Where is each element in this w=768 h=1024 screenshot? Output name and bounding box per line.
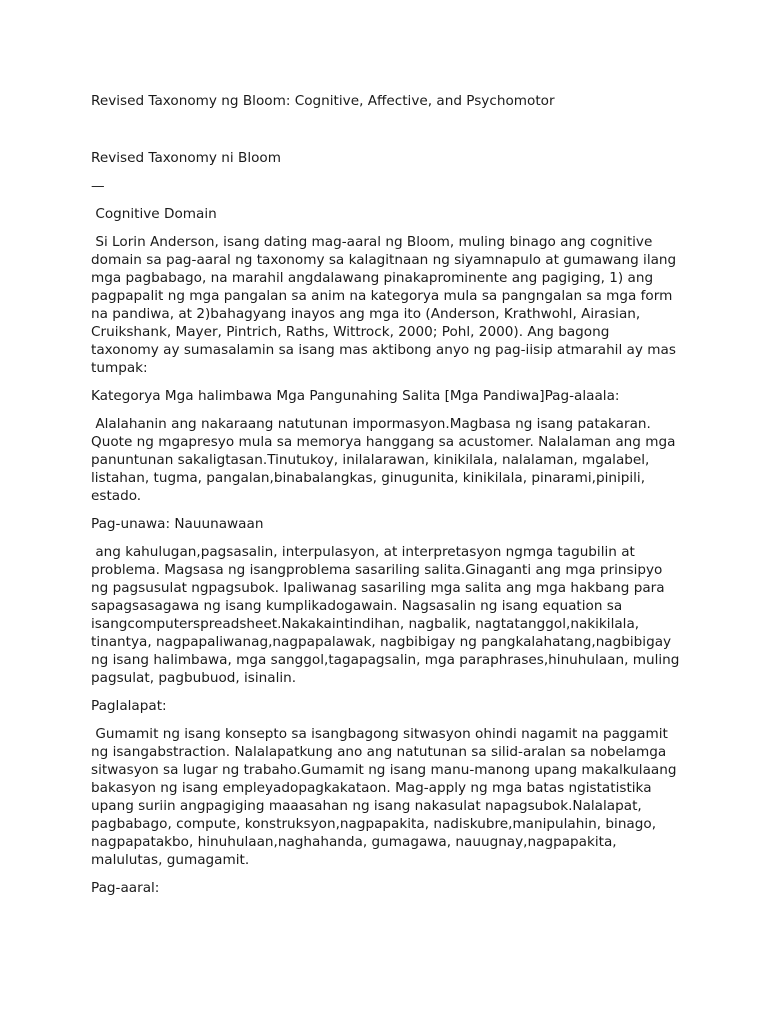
section-divider-dash: — <box>91 178 105 194</box>
paragraph-category-header: Kategorya Mga halimbawa Mga Pangunahing Salita [Mga Pandiwa]Pag-alaala: <box>91 388 620 404</box>
paragraph-remembering: Alalahanin ang nakaraang natutunan impormasyon.Magbasa ng isang patakaran. Quote ng mgapresyo mula sa memorya hanggang sa acustomer. Nalalaman ang mga panuntunan sakaligtasan.Tinutukoy, inilalarawan, kinikilala, nalalaman, mgalabel, listahan, tugma, pangalan,binabalangkas, ginugunita, kinikilala, pinarami,pinipili, estado. <box>91 416 680 504</box>
document-subtitle: Revised Taxonomy ni Bloom <box>91 150 281 166</box>
document-page <box>91 92 684 907</box>
paragraph-anderson-intro: Si Lorin Anderson, isang dating mag-aaral ng Bloom, muling binago ang cognitive domain sa pag-aaral ng taxonomy sa kalagitnaan ng siyamnapulo at gumawang ilang mga pagbabago, na marahil angdalawang pinakaprominente ang pagiging, 1) ang pagpapalit ng mga pangalan sa anim na kategorya mula sa pangngalan sa mga form na pandiwa, at 2)bahagyang inayos ang mga ito (Anderson, Krathwohl, Airasian, Cruikshank, Mayer, Pintrich, Raths, Wittrock, 2000; Pohl, 2000). Ang bagong taxonomy ay sumasalamin sa isang mas aktibong anyo ng pag-iisip atmarahil ay mas tumpak: <box>91 234 681 376</box>
paragraph-cognitive-domain: Cognitive Domain <box>91 206 217 222</box>
document-title: Revised Taxonomy ng Bloom: Cognitive, Affective, and Psychomotor <box>91 93 555 109</box>
paragraph-applying-heading: Paglalapat: <box>91 698 167 714</box>
paragraph-understanding: ang kahulugan,pagsasalin, interpulasyon, at interpretasyon ngmga tagubilin at problema. Magsasa ng isangproblema sasariling salita.Ginaganti ang mga prinsipyo ng pagsusulat ngpagsubok. Ipaliwanag sasariling mga salita ang mga hakbang para sapagsasagawa ng isang kumplikadogawain. Nagsasalin ng isang equation sa isangcomputerspreadsheet.Nakakaintindihan, nagbalik, nagtatanggol,nakikilala, tinantya, nagpapaliwanag,nagpapalawak, nagbibigay ng pangkalahatang,nagbibigay ng isang halimbawa, mga sanggol,tagapagsalin, mga paraphrases,hinuhulaan, muling pagsulat, pagbubuod, isinalin. <box>91 544 684 686</box>
paragraph-applying: Gumamit ng isang konsepto sa isangbagong sitwasyon ohindi nagamit na paggamit ng isangabstraction. Nalalapatkung ano ang natutunan sa silid-aralan sa nobelamga sitwasyon sa lugar ng trabaho.Gumamit ng isang manu-manong upang makalkulaang bakasyon ng isang empleyadopagkakataon. Mag-apply ng mga batas ngistatistika upang suriin angpagiging maaasahan ng isang nakasulat napagsubok.Nalalapat, pagbabago, compute, konstruksyon,nagpapakita, nadiskubre,manipulahin, binago, nagpapatakbo, hinuhulaan,naghahanda, gumagawa, nauugnay,nagpapakita, malulutas, gumagamit. <box>91 726 681 868</box>
paragraph-understanding-heading: Pag-unawa: Nauunawaan <box>91 516 264 532</box>
paragraph-analyzing-heading: Pag-aaral: <box>91 880 160 896</box>
